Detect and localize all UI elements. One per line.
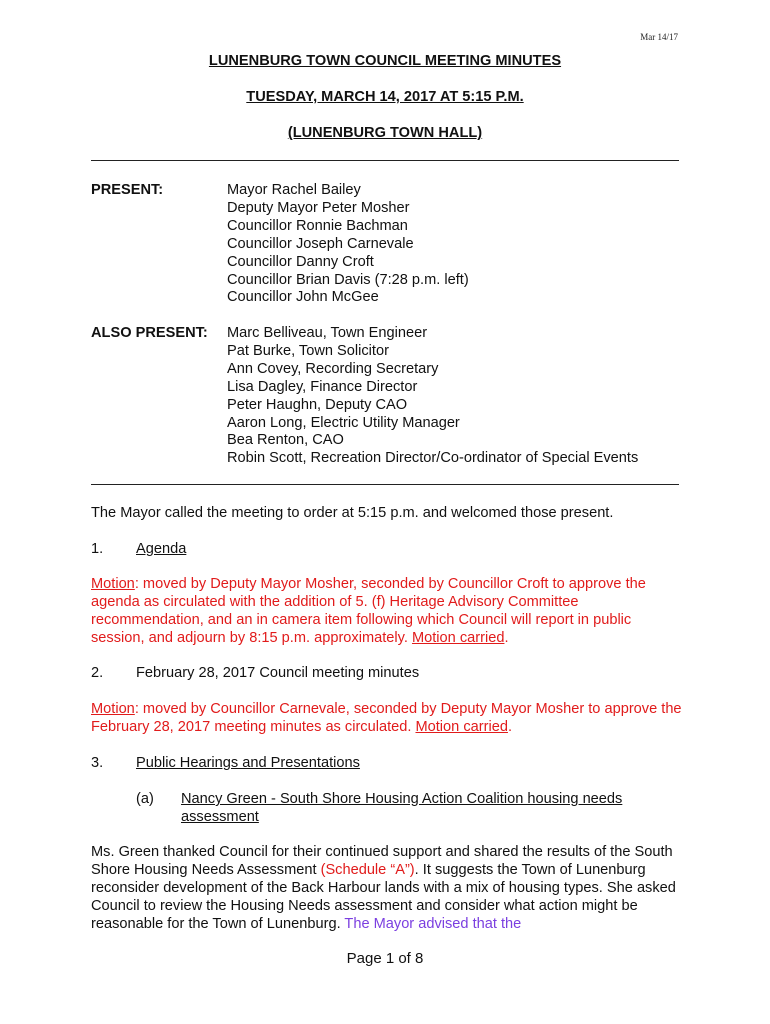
staff-member: Ann Covey, Recording Secretary [227,360,439,377]
item-number: 1. [91,541,104,557]
divider-top [91,160,679,161]
staff-member: Lisa Dagley, Finance Director [227,378,418,395]
page-number: Page 1 of 8 [346,950,424,967]
agenda-heading: Agenda [136,541,187,557]
motion-end: . [507,718,513,735]
presentation-summary [91,844,687,934]
summary-text: . It suggests the Town of Lunenburg reconsider development of the Back Harbour lands with a mix of housing types. She asked Council to review the Housing Needs assessment and consider what action might be reasonable for the Town of Lunenburg. [91,861,676,932]
motion-text: : moved by Councillor Carnevale, seconded by Deputy Mayor Mosher to approve the February 28, 2017 meeting minutes as circulated. [91,701,682,735]
motion-minutes [91,701,687,737]
motion-carried: Motion carried [411,629,505,646]
meeting-location-title: (LUNENBURG TOWN HALL) [287,125,483,141]
summary-text: Ms. Green thanked Council for their continued support and shared the results of the South Shore Housing Needs Assessment [91,844,673,878]
divider-bottom [91,484,679,485]
minutes-heading: February 28, 2017 Council meeting minutes [136,665,420,681]
opening-statement: The Mayor called the meeting to order at 5:15 p.m. and welcomed those present. [91,505,614,521]
staff-member: Pat Burke, Town Solicitor [227,342,389,359]
present-member: Deputy Mayor Peter Mosher [227,199,410,216]
motion-carried: Motion carried [415,718,508,735]
staff-member: Bea Renton, CAO [227,432,344,449]
meeting-date-title: TUESDAY, MARCH 14, 2017 AT 5:15 P.M. [246,89,524,105]
also-present-label: ALSO PRESENT: [91,325,208,341]
present-member: Councillor John McGee [227,289,379,306]
subitem-heading: Nancy Green - South Shore Housing Action Coalition housing needs assessment [181,791,623,825]
staff-member: Marc Belliveau, Town Engineer [227,325,428,341]
header-date: Mar 14/17 [640,32,678,42]
present-label: PRESENT: [91,182,164,198]
motion-label: Motion [91,576,135,592]
public-hearings-heading: Public Hearings and Presentations [136,755,360,771]
also-present-list [227,325,638,468]
present-member: Councillor Ronnie Bachman [227,217,408,234]
item-number: 2. [91,665,104,681]
staff-member: Robin Scott, Recreation Director/Co-ordinator of Special Events [227,450,639,467]
item-number: 3. [91,755,104,771]
present-member: Mayor Rachel Bailey [227,182,361,198]
schedule-reference: (Schedule “A”) [320,861,415,878]
present-member: Councillor Danny Croft [227,253,374,270]
subitem-letter: (a) [136,791,154,807]
motion-text: : moved by Deputy Mayor Mosher, seconded by Councillor Croft to approve the agenda as circulated with the addition of 5. (f) Heritage Advisory Committee recommendation, and an in camera item following which Council will report in public session, and adjourn by 8:15 p.m. approximately. [91,576,646,646]
document-title: LUNENBURG TOWN COUNCIL MEETING MINUTES [208,53,562,69]
present-list [227,182,469,307]
staff-member: Aaron Long, Electric Utility Manager [227,414,460,431]
motion-end: . [504,629,509,646]
motion-agenda [91,576,687,648]
motion-label: Motion [91,701,135,717]
staff-member: Peter Haughn, Deputy CAO [227,396,408,413]
present-member: Councillor Joseph Carnevale [227,235,414,252]
mayor-note: The Mayor advised that the [344,915,522,932]
present-member: Councillor Brian Davis (7:28 p.m. left) [227,271,469,288]
